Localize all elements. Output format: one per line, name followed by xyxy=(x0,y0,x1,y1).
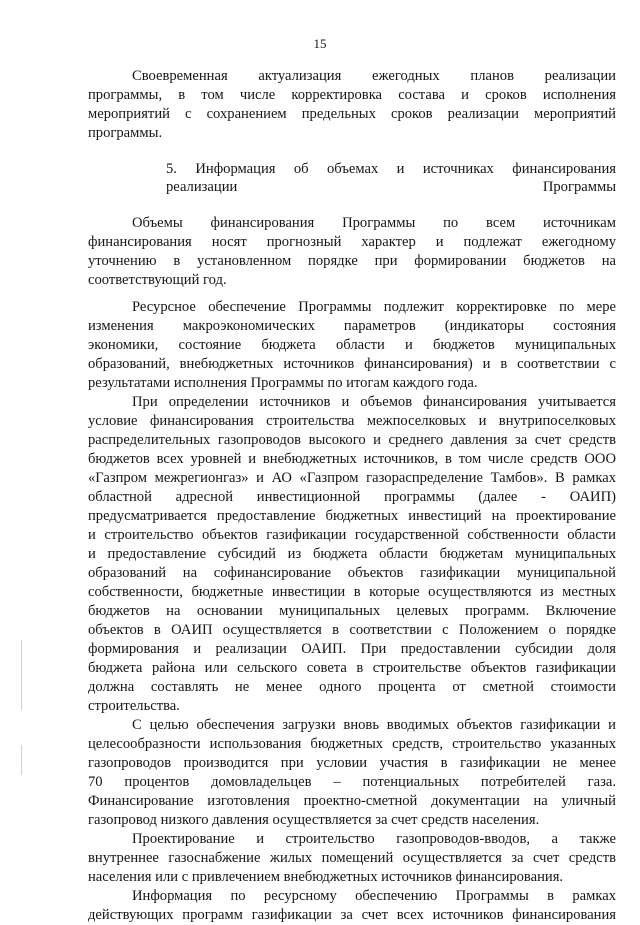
text-line: изменения макроэкономических параметров (индикаторы состояния xyxy=(88,318,616,334)
paragraph-plan-update xyxy=(88,67,616,143)
text-line: Ресурсное обеспечение Программы подлежит корректировке по мере xyxy=(132,299,616,315)
text-line: населения или с привлечением внебюджетных источников финансирования. xyxy=(88,869,564,885)
text-line: действующих программ газификации за счет всех источников финансирования xyxy=(88,907,616,923)
text-line: уточнению в установленном порядке при формировании бюджетов на xyxy=(88,253,616,269)
text-line: экономики, состояние бюджета области и бюджетов муниципальных xyxy=(88,337,616,353)
text-line: программы, в том числе корректировка состава и сроков исполнения xyxy=(88,87,616,103)
text-line: Своевременная актуализация ежегодных планов реализации xyxy=(132,68,616,84)
text-line: газопровод низкого давления осуществляется за счет средств населения. xyxy=(88,812,540,828)
paragraph-resource-support xyxy=(88,298,616,393)
text-line: Информация по ресурсному обеспечению Программы в рамках xyxy=(132,888,616,904)
text-line: строительства. xyxy=(88,698,180,714)
text-line: мероприятий с сохранением предельных сроков реализации мероприятий xyxy=(88,106,616,122)
text-line: Проектирование и строительство газопроводов-вводов, а также xyxy=(132,831,616,847)
section-heading xyxy=(88,160,616,196)
paragraph-funding-volumes xyxy=(88,214,616,290)
text-line: «Газпром межрегионгаз» и АО «Газпром газораспределение Тамбов». В рамках xyxy=(88,470,616,486)
text-line: образований на софинансирование объектов газификации муниципальной xyxy=(88,565,616,581)
text-line: областной адресной инвестиционной программы (далее - ОАИП) xyxy=(88,489,616,505)
scan-edge-mark xyxy=(21,640,22,710)
text-line: объектов в ОАИП осуществляется в соответствии с Положением о порядке xyxy=(88,622,616,638)
text-line: бюджетов всех уровней и внебюджетных источников, в том числе средств ООО xyxy=(88,451,616,467)
text-line: финансирования носят прогнозный характер и подлежат ежегодному xyxy=(88,234,616,250)
text-line: образований, внебюджетных источников финансирования) и в соответствии с xyxy=(88,356,616,372)
text-line: 70 процентов домовладельцев – потенциальных потребителей газа. xyxy=(88,774,616,790)
section-heading-line: 5. Информация об объемах и источниках финансирования xyxy=(166,161,616,177)
text-line: должна составлять не менее одного процента от сметной стоимости xyxy=(88,679,616,695)
paragraph-resource-information xyxy=(88,887,616,925)
text-line: формирования и реализации ОАИП. При предоставлении субсидии доля xyxy=(88,641,616,657)
section-heading-line: реализации Программы xyxy=(166,179,616,195)
text-line: газопроводов производится при условии участия в газификации не менее xyxy=(88,755,616,771)
text-line: собственности, бюджетные инвестиции в которые осуществляются из местных xyxy=(88,584,616,600)
text-line: внутреннее газоснабжение жилых помещений осуществляется за счет средств xyxy=(88,850,616,866)
text-line: условие финансирования строительства межпоселковых и внутрипоселковых xyxy=(88,413,616,429)
text-line: Объемы финансирования Программы по всем источникам xyxy=(132,215,616,231)
text-line: Финансирование изготовления проектно-сметной документации на уличный xyxy=(88,793,616,809)
text-line: программы. xyxy=(88,125,163,141)
text-line: предусматривается предоставление бюджетных инвестиций на проектирование xyxy=(88,508,616,524)
text-line: целесообразности использования бюджетных средств, строительство указанных xyxy=(88,736,616,752)
paragraph-gas-inputs xyxy=(88,830,616,887)
text-line: бюджетов на основании муниципальных целевых программ. Включение xyxy=(88,603,616,619)
text-line: результатами исполнения Программы по итогам каждого года. xyxy=(88,375,478,391)
text-line: С целью обеспечения загрузки вновь вводимых объектов газификации и xyxy=(132,717,616,733)
text-line: соответствующий год. xyxy=(88,272,227,288)
text-line: и строительство объектов газификации государственной собственности области xyxy=(88,527,616,543)
text-line: бюджета района или сельского совета в строительстве объектов газификации xyxy=(88,660,616,676)
paragraph-gasification-load xyxy=(88,716,616,830)
text-line: При определении источников и объемов финансирования учитывается xyxy=(132,394,616,410)
scan-edge-mark xyxy=(21,745,22,775)
text-line: и предоставление субсидий из бюджета области бюджетам муниципальных xyxy=(88,546,616,562)
text-line: распределительных газопроводов высокого и среднего давления за счет средств xyxy=(88,432,616,448)
page-body xyxy=(88,67,616,925)
page-number: 15 xyxy=(313,36,327,51)
paragraph-funding-sources xyxy=(88,393,616,716)
